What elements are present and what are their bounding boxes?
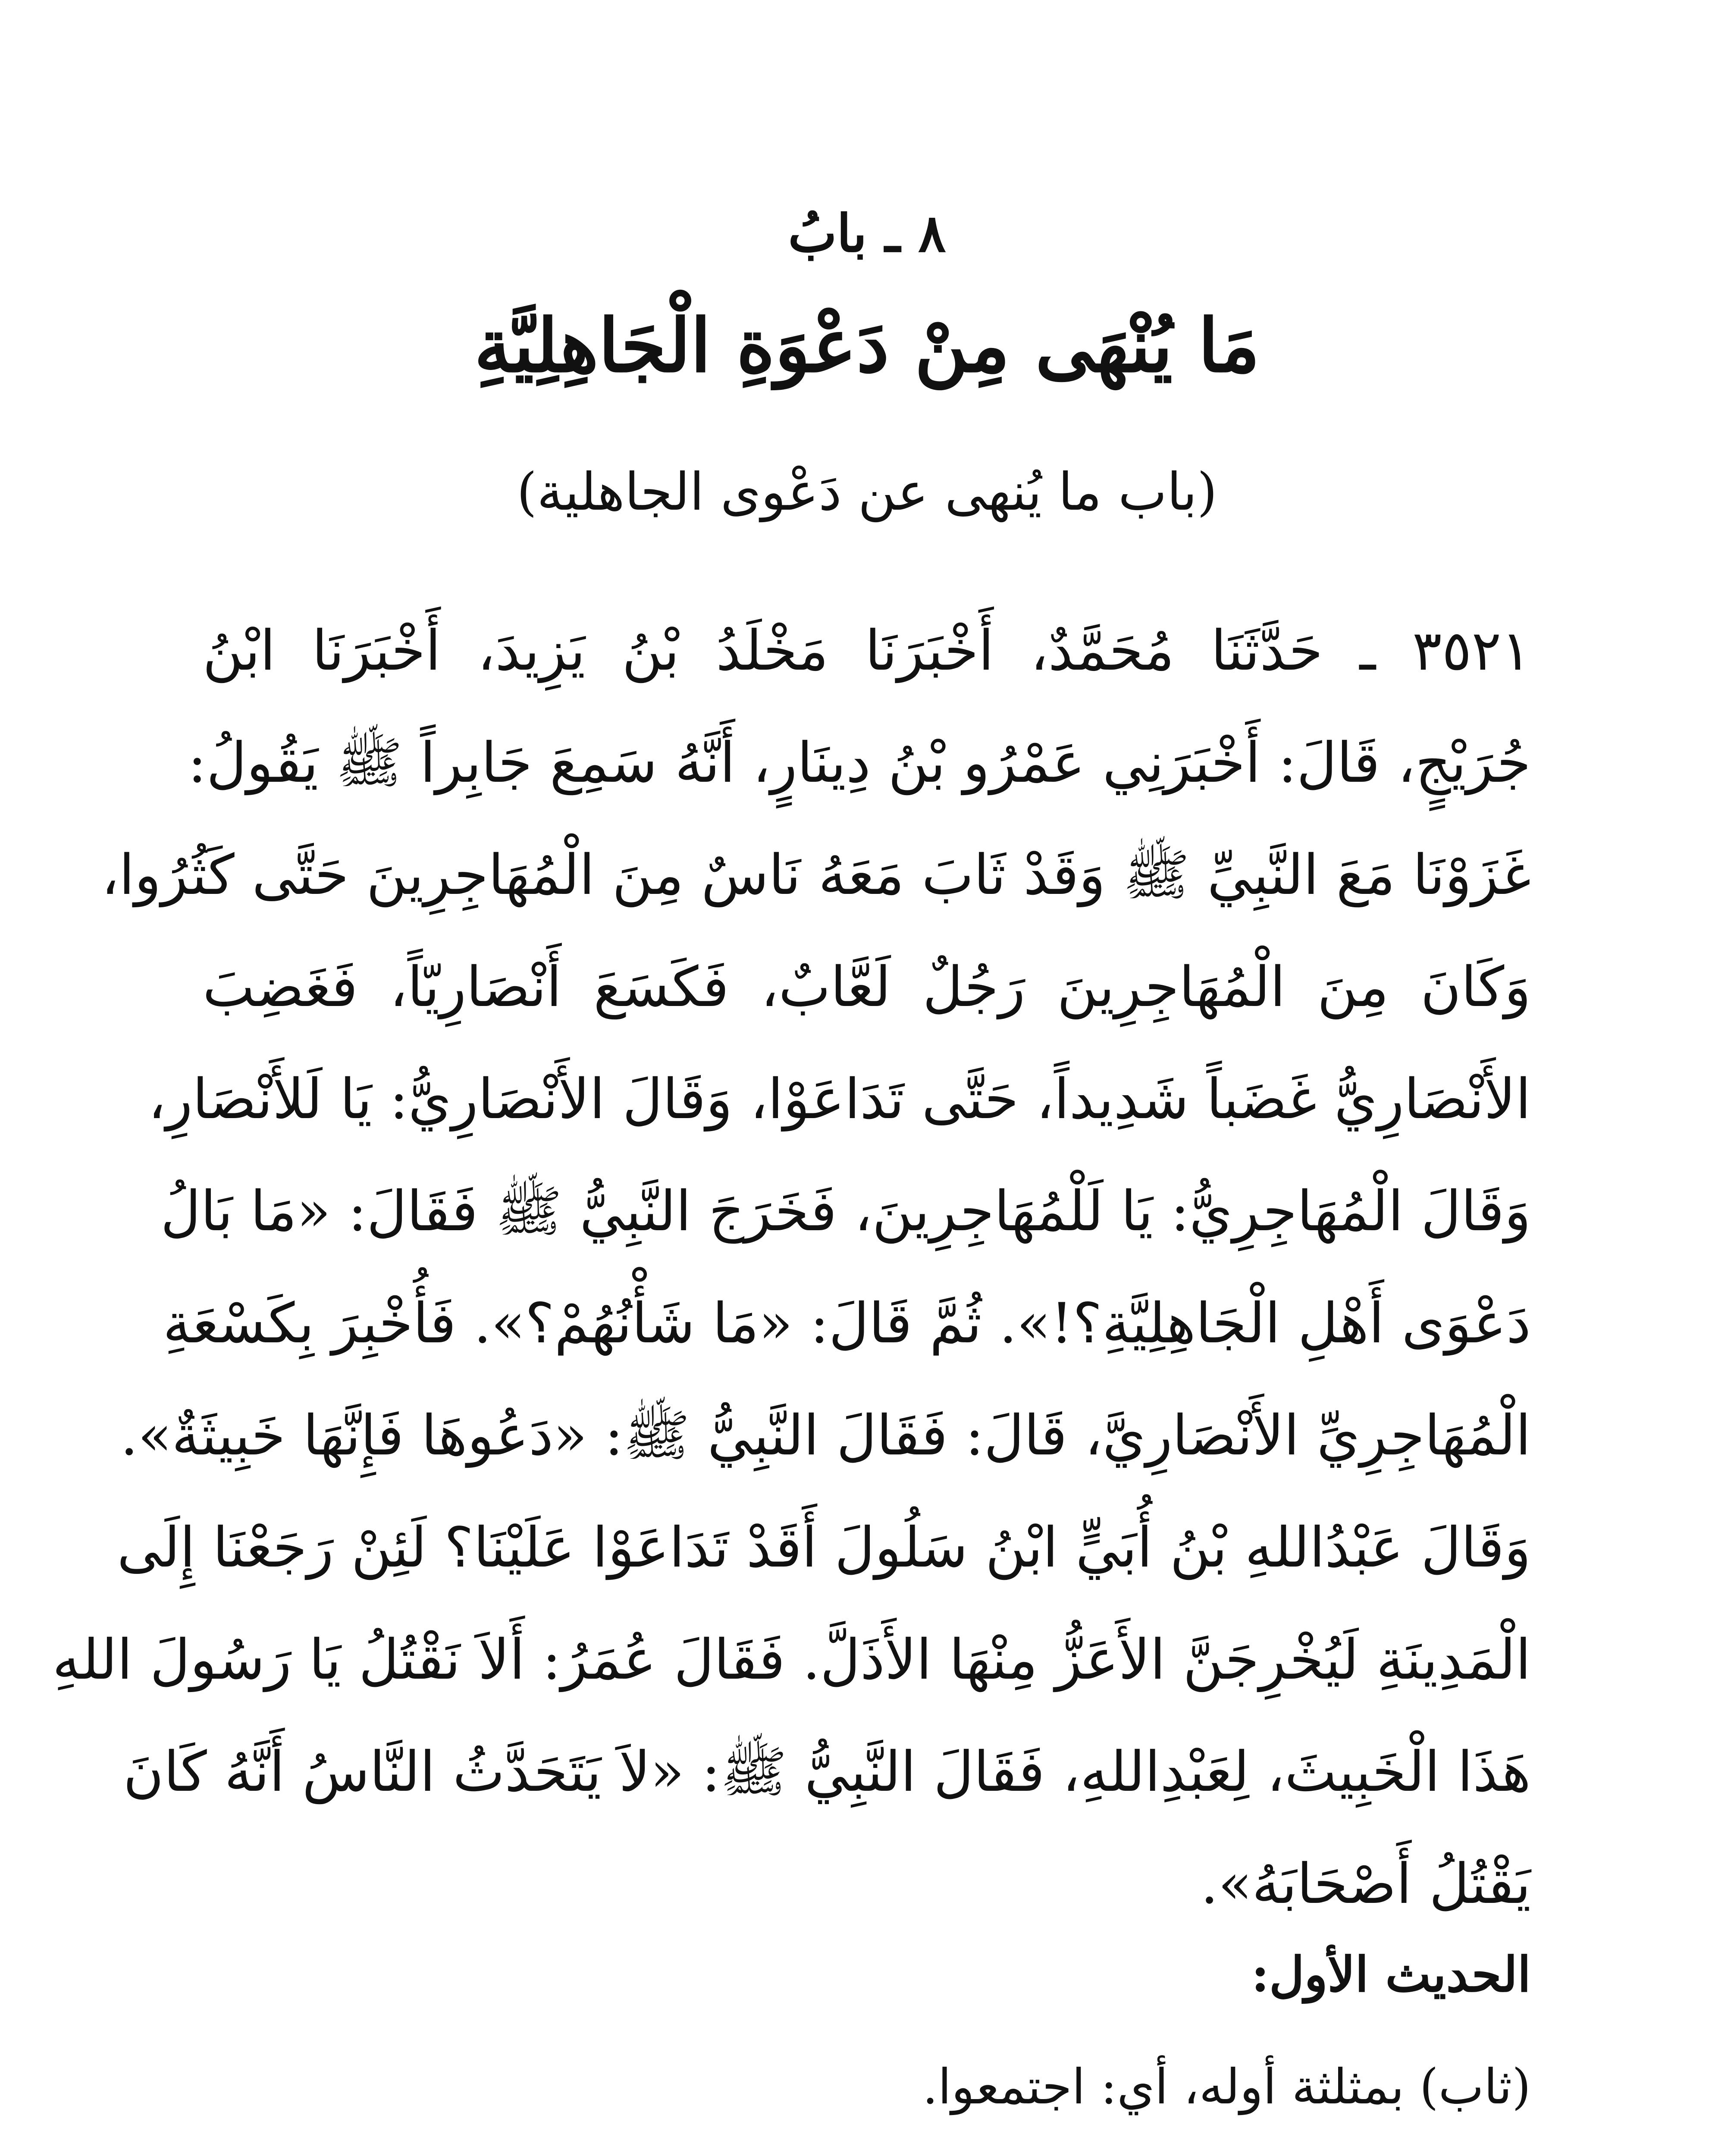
hadith-line: الْمَدِينَةِ لَيُخْرِجَنَّ الأَعَزُّ مِنْهَا الأَذَلَّ. فَقَالَ عُمَرُ: أَلاَ نَقْتُلُ يَا رَسُولَ اللهِ bbox=[52, 1628, 1531, 1692]
chapter-number: ٨ ـ بابُ bbox=[788, 203, 946, 264]
hadith-line: دَعْوَى أَهْلِ الْجَاهِلِيَّةِ؟!». ثُمَّ قَالَ: «مَا شَأْنُهُمْ؟». فَأُخْبِرَ بِكَسْعَةِ bbox=[163, 1291, 1531, 1356]
hadith-line: يَقْتُلُ أَصْحَابَهُ». bbox=[1201, 1852, 1531, 1916]
hadith-line: ٣٥٢١ ـ حَدَّثَنَا مُحَمَّدٌ، أَخْبَرَنَا مَخْلَدُ بْنُ يَزِيدَ، أَخْبَرَنَا ابْنُ bbox=[203, 619, 1531, 683]
hadith-line: الأَنْصَارِيُّ غَضَباً شَدِيداً، حَتَّى تَدَاعَوْا، وَقَالَ الأَنْصَارِيُّ: يَا لَلأَنْصَارِ، bbox=[148, 1067, 1531, 1131]
chapter-subtitle: (باب ما يُنهى عن دَعْوى الجاهلية) bbox=[517, 462, 1217, 522]
hadith-line: وَكَانَ مِنَ الْمُهَاجِرِينَ رَجُلٌ لَعَّابٌ، فَكَسَعَ أَنْصَارِيّاً، فَغَضِبَ bbox=[203, 955, 1531, 1019]
chapter-title: مَا يُنْهَى مِنْ دَعْوَةِ الْجَاهِلِيَّةِ bbox=[474, 303, 1260, 389]
hadith-line: وَقَالَ عَبْدُاللهِ بْنُ أُبَيٍّ ابْنُ سَلُولَ أَقَدْ تَدَاعَوْا عَلَيْنَا؟ لَئِنْ رَجَعْنَا إِلَى bbox=[117, 1516, 1531, 1580]
hadith-line: هَذَا الْخَبِيثَ، لِعَبْدِاللهِ، فَقَالَ النَّبِيُّ ﷺ: «لاَ يَتَحَدَّثُ النَّاسُ أَنَّهُ كَانَ bbox=[123, 1740, 1531, 1804]
commentary-heading: الحديث الأول: bbox=[1251, 1946, 1531, 2003]
hadith-line: الْمُهَاجِرِيِّ الأَنْصَارِيَّ، قَالَ: فَقَالَ النَّبِيُّ ﷺ: «دَعُوهَا فَإِنَّهَا خَبِيثَةٌ». bbox=[120, 1404, 1531, 1468]
hadith-line: جُرَيْجٍ، قَالَ: أَخْبَرَنِي عَمْرُو بْنُ دِينَارٍ، أَنَّهُ سَمِعَ جَابِراً ﷺ يَقُولُ: bbox=[188, 731, 1531, 795]
hadith-line: وَقَالَ الْمُهَاجِرِيُّ: يَا لَلْمُهَاجِرِينَ، فَخَرَجَ النَّبِيُّ ﷺ فَقَالَ: «مَا بَالُ bbox=[160, 1179, 1531, 1244]
hadith-line: غَزَوْنَا مَعَ النَّبِيِّ ﷺ وَقَدْ ثَابَ مَعَهُ نَاسٌ مِنَ الْمُهَاجِرِينَ حَتَّى كَثُرُوا، bbox=[101, 843, 1531, 907]
commentary-line: (ثاب) بمثلثة أوله، أي: اجتمعوا. bbox=[922, 2059, 1531, 2115]
hadith-text bbox=[52, 595, 1531, 1932]
